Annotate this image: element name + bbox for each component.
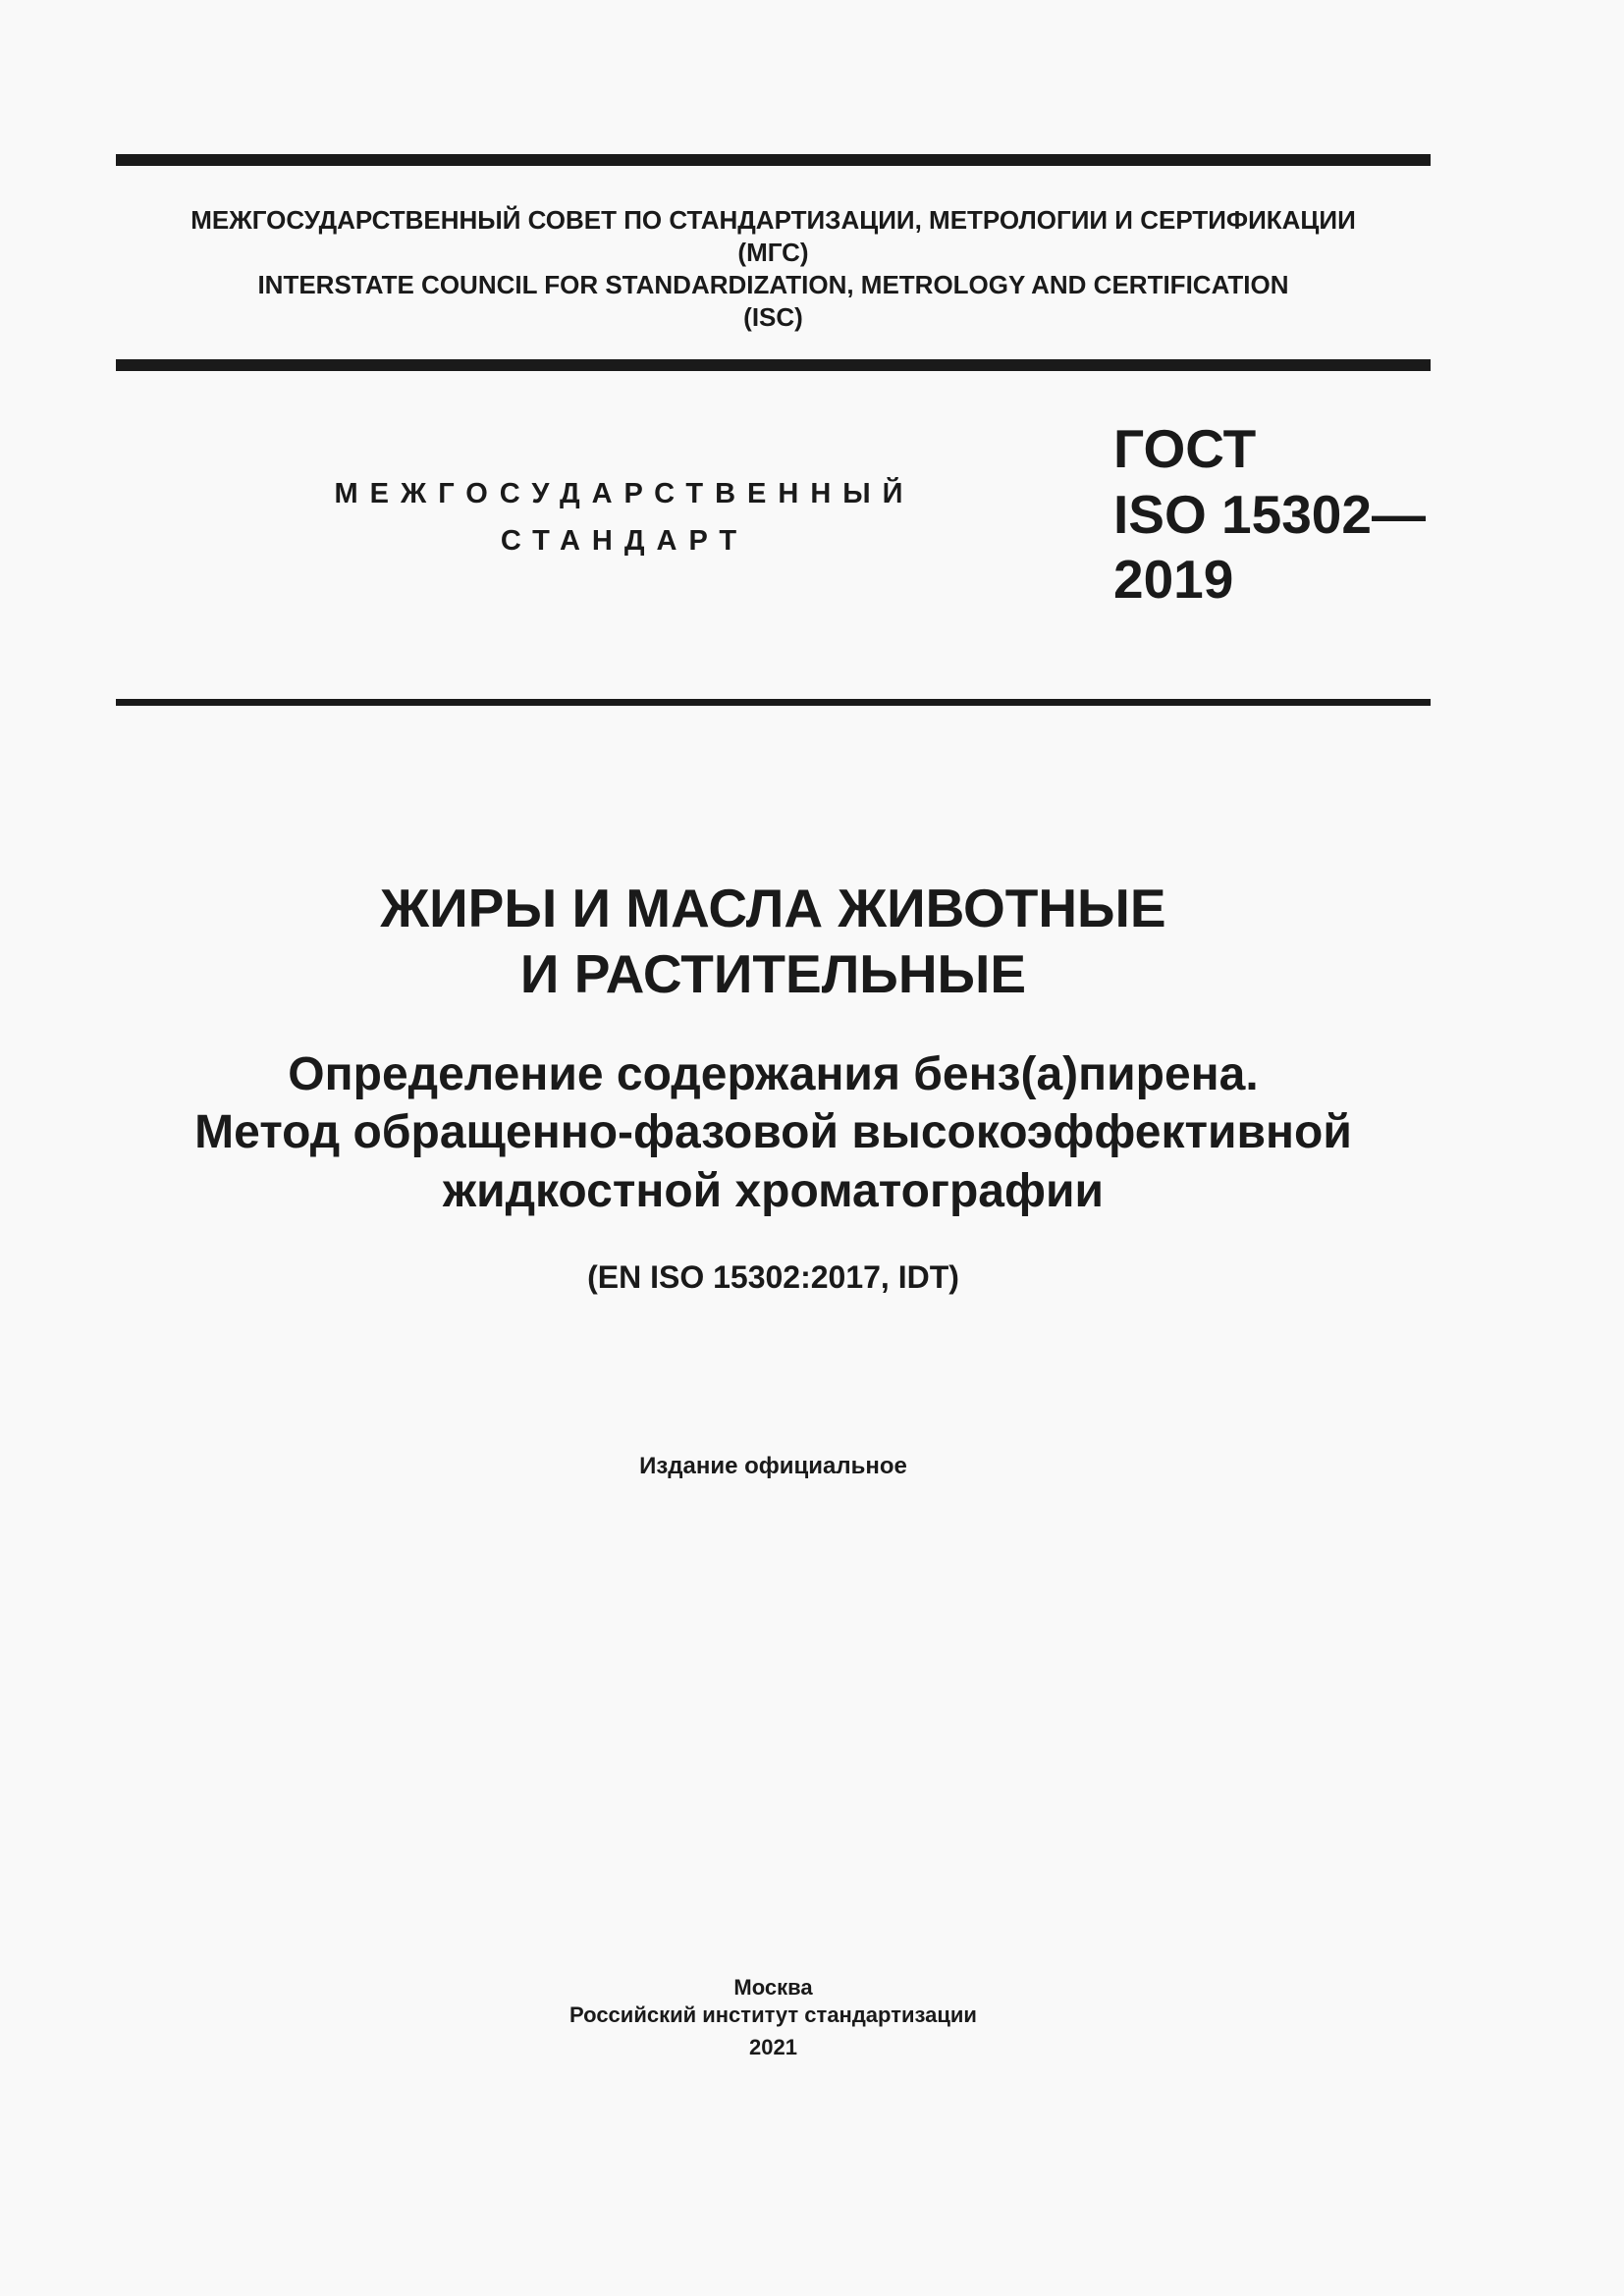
imprint-year: 2021	[749, 2035, 797, 2059]
designation-iso-number: ISO 15302—	[1113, 484, 1426, 545]
council-name-ru: МЕЖГОСУДАРСТВЕННЫЙ СОВЕТ ПО СТАНДАРТИЗАЦИИ, МЕТРОЛОГИИ И СЕРТИФИКАЦИИ	[190, 205, 1356, 235]
standard-kind-line1: МЕЖГОСУДАРСТВЕННЫЙ	[334, 478, 915, 509]
subtitle-line1: Определение содержания бенз(а)пирена.	[288, 1048, 1259, 1100]
standard-kind-line2: СТАНДАРТ	[500, 525, 749, 557]
subtitle-line2: Метод обращенно-фазовой высокоэффективной	[194, 1106, 1352, 1158]
council-abbr-ru: (МГС)	[737, 238, 809, 267]
imprint-city: Москва	[733, 1975, 813, 2000]
header-bottom-rule	[116, 359, 1431, 371]
council-name-en: INTERSTATE COUNCIL FOR STANDARDIZATION, METROLOGY AND CERTIFICATION	[257, 270, 1289, 299]
subtitle-line3: жидкостной хроматографии	[443, 1165, 1104, 1217]
title-line2: И РАСТИТЕЛЬНЫЕ	[519, 943, 1027, 1004]
imprint-publisher: Российский институт стандартизации	[569, 2002, 977, 2027]
reference-standard: (EN ISO 15302:2017, IDT)	[587, 1259, 959, 1295]
edition-note: Издание официальное	[639, 1453, 907, 1479]
title-line1: ЖИРЫ И МАСЛА ЖИВОТНЫЕ	[380, 878, 1166, 938]
designation-year: 2019	[1113, 549, 1234, 610]
designation-gost: ГОСТ	[1113, 418, 1257, 479]
designation-bottom-rule	[116, 699, 1431, 706]
top-rule	[116, 154, 1431, 166]
council-abbr-en: (ISC)	[743, 302, 803, 332]
